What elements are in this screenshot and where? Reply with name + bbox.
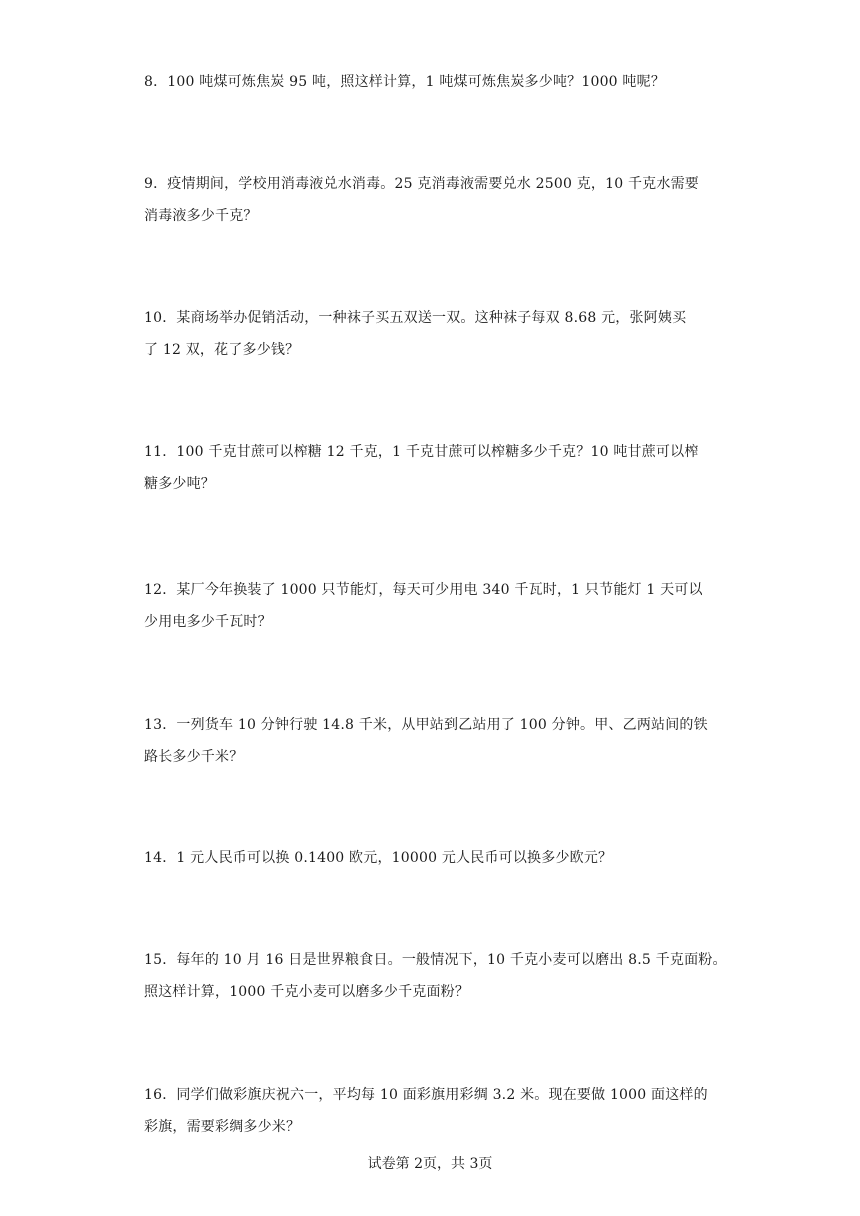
question-15 xyxy=(144,944,727,1008)
question-12-line-2: 少用电多少千瓦时？ xyxy=(144,614,272,630)
question-12-line-1: 12．某厂今年换装了 1000 只节能灯，每天可少用电 340 千瓦时，1 只节能灯 1 天可以 xyxy=(144,582,703,598)
question-16-line-2: 彩旗，需要彩绸多少米？ xyxy=(144,1119,301,1135)
question-9-line-1: 9．疫情期间，学校用消毒液兑水消毒。25 克消毒液需要兑水 2500 克，10 千克水需要 xyxy=(144,176,699,192)
question-8 xyxy=(144,66,720,98)
question-13-line-2: 路长多少千米？ xyxy=(144,749,244,765)
question-8-line-1: 8．100 吨煤可炼焦炭 95 吨，照这样计算，1 吨煤可炼焦炭多少吨？1000 吨呢？ xyxy=(144,74,666,90)
question-16-line-1: 16．同学们做彩旗庆祝六一，平均每 10 面彩旗用彩绸 3.2 米。现在要做 1000 面这样的 xyxy=(144,1087,708,1103)
question-15-line-2: 照这样计算，1000 千克小麦可以磨多少千克面粉？ xyxy=(144,984,470,1000)
question-11-line-1: 11．100 千克甘蔗可以榨糖 12 千克，1 千克甘蔗可以榨糖多少千克？10 吨甘蔗可以榨 xyxy=(144,444,699,460)
question-13 xyxy=(144,709,720,773)
question-14-line-1: 14．1 元人民币可以换 0.1400 欧元，10000 元人民币可以换多少欧元？ xyxy=(144,850,613,866)
question-10 xyxy=(144,302,720,366)
question-9-line-2: 消毒液多少千克？ xyxy=(144,208,258,224)
question-10-line-2: 了 12 双，花了多少钱？ xyxy=(144,342,300,358)
question-14 xyxy=(144,842,720,874)
question-11 xyxy=(144,436,720,500)
question-12 xyxy=(144,574,720,638)
question-10-line-1: 10．某商场举办促销活动，一种袜子买五双送一双。这种袜子每双 8.68 元，张阿姨买 xyxy=(144,310,687,326)
question-9 xyxy=(144,168,720,232)
question-15-line-1: 15．每年的 10 月 16 日是世界粮食日。一般情况下，10 千克小麦可以磨出 8.5 千克面粉。 xyxy=(144,952,727,968)
page-footer: 试卷第 2页，共 3页 xyxy=(367,1156,493,1172)
question-11-line-2: 糖多少吨？ xyxy=(144,476,215,492)
question-13-line-1: 13．一列货车 10 分钟行驶 14.8 千米，从甲站到乙站用了 100 分钟。甲、乙两站间的铁 xyxy=(144,717,708,733)
question-16 xyxy=(144,1079,720,1143)
